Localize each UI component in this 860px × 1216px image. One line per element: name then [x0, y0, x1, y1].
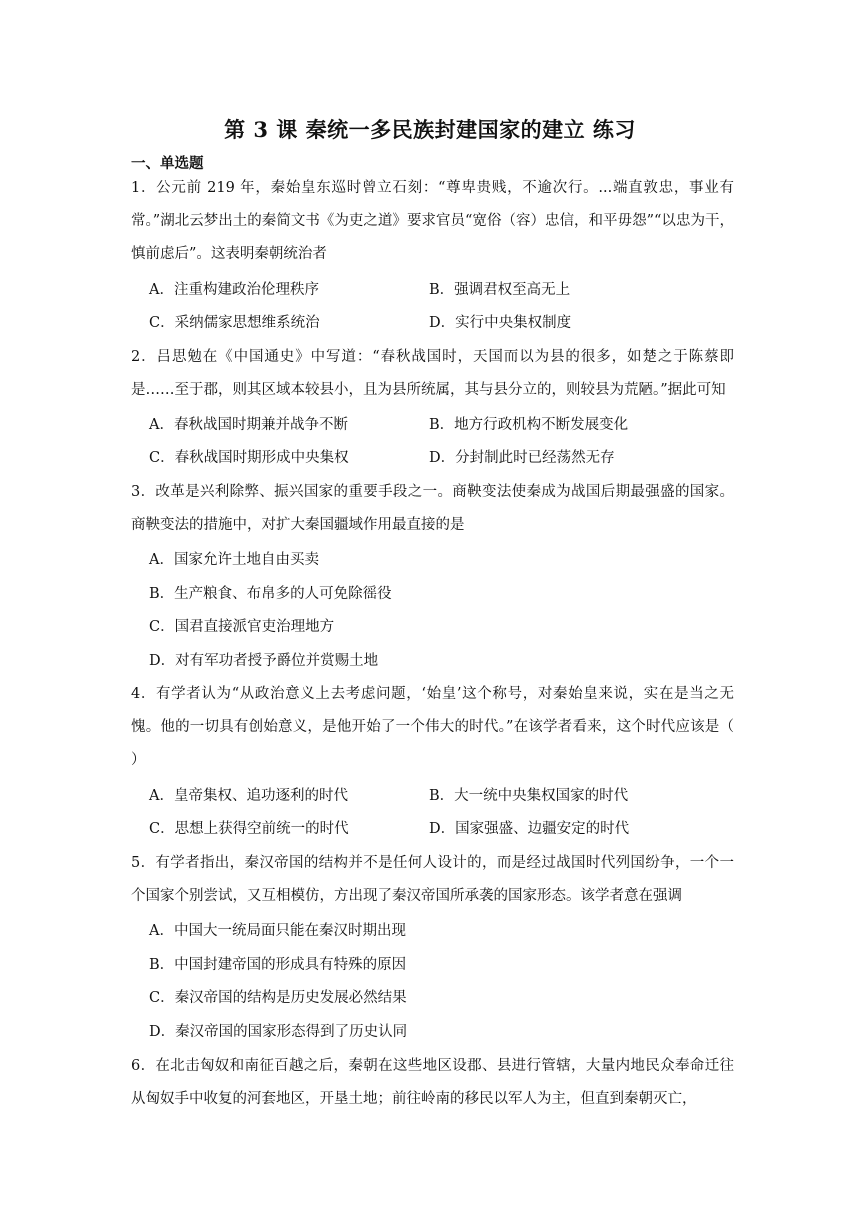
option-b: B．生产粮食、布帛多的人可免除徭役 — [149, 585, 392, 602]
question-stem: 3．改革是兴利除弊、振兴国家的重要手段之一。商鞅变法使秦成为战国后期最强盛的国家。商鞅变法的措施中，对扩大秦国疆域作用最直接的是 — [131, 484, 734, 533]
page-title: 第 3 课 秦统一多民族封建国家的建立 练习 — [224, 117, 636, 142]
question-stem: 6．在北击匈奴和南征百越之后，秦朝在这些地区设郡、县进行管辖，大量内地民众奉命迁往从匈奴手中收复的河套地区，开垦土地；前往岭南的移民以军人为主，但直到秦朝灭亡， — [131, 1058, 734, 1107]
option-c: C．思想上获得空前统一的时代 — [149, 821, 349, 837]
option-a: A．皇帝集权、追功逐利的时代 — [149, 788, 348, 804]
question-4 — [131, 678, 734, 777]
question-5 — [131, 847, 734, 913]
question-5-options — [149, 915, 734, 1049]
option-d: D．对有军功者授予爵位并赏赐土地 — [149, 652, 379, 669]
option-c: C．采纳儒家思想维系统治 — [149, 315, 320, 331]
question-6 — [131, 1050, 734, 1116]
question-stem: 5．有学者指出，秦汉帝国的结构并不是任何人设计的，而是经过战国时代列国纷争，一个一个国家个别尝试，又互相模仿，方出现了秦汉帝国所承袭的国家形态。该学者意在强调 — [131, 855, 734, 904]
question-3 — [131, 476, 734, 542]
option-b: B．地方行政机构不断发展变化 — [429, 417, 629, 433]
option-d: D．实行中央集权制度 — [429, 315, 572, 331]
option-b: B．中国封建帝国的形成具有特殊的原因 — [149, 956, 407, 973]
option-a: A．中国大一统局面只能在秦汉时期出现 — [149, 923, 406, 939]
question-3-options — [149, 544, 734, 678]
question-2-options — [149, 409, 734, 475]
option-c: C．秦汉帝国的结构是历史发展必然结果 — [149, 990, 407, 1006]
option-d: D．国家强盛、边疆安定的时代 — [429, 821, 630, 837]
option-d: D．秦汉帝国的国家形态得到了历史认同 — [149, 1023, 408, 1040]
question-stem: 2．吕思勉在《中国通史》中写道：“春秋战国时，天国而以为县的很多，如楚之于陈蔡即是……至于郡，则其区域本较县小，且为县所统属，其与县分立的，则较县为荒陋。”据此可知 — [131, 349, 734, 398]
section-heading: 一、单选题 — [131, 155, 204, 172]
question-stem: 1．公元前 219 年，秦始皇东巡时曾立石刻：“尊卑贵贱，不逾次行。...端直敦忠，事业有常。”湖北云梦出土的秦简文书《为吏之道》要求官员“宽俗（容）忠信，和平毋怨”“以忠为干，慎前虑后”。这表明秦朝统治者 — [131, 180, 734, 262]
option-a: A．国家允许土地自由买卖 — [149, 552, 319, 568]
option-b: B．强调君权至高无上 — [429, 282, 571, 298]
option-c: C．春秋战国时期形成中央集权 — [149, 450, 349, 466]
option-a: A．春秋战国时期兼并战争不断 — [149, 417, 348, 433]
option-a: A．注重构建政治伦理秩序 — [149, 282, 319, 298]
question-stem: 4．有学者认为“从政治意义上去考虑问题，‘始皇’这个称号，对秦始皇来说，实在是当之无愧。他的一切具有创始意义，是他开始了一个伟大的时代。”在该学者看来，这个时代应该是（ ） — [131, 686, 734, 768]
question-1 — [131, 172, 734, 271]
question-1-options — [149, 274, 734, 340]
question-4-options — [149, 780, 734, 846]
question-2 — [131, 341, 734, 407]
option-c: C．国君直接派官吏治理地方 — [149, 619, 335, 635]
option-b: B．大一统中央集权国家的时代 — [429, 788, 629, 804]
option-d: D．分封制此时已经荡然无存 — [429, 450, 615, 466]
